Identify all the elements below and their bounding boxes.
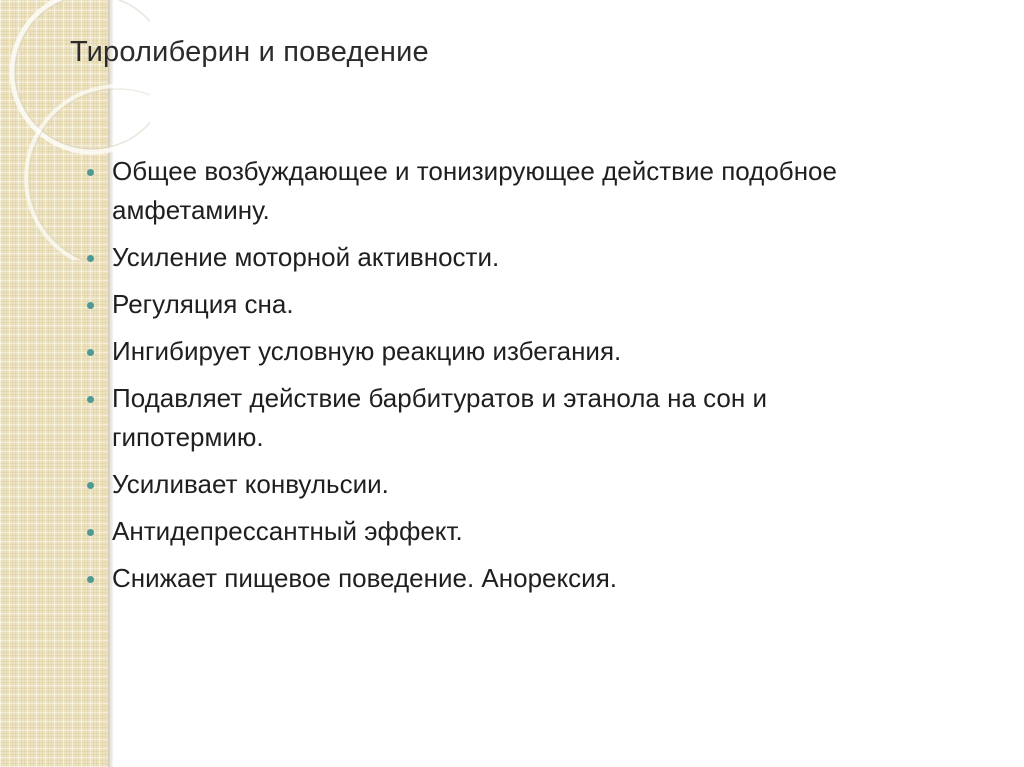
bullet-list xyxy=(86,152,906,606)
bullet-icon xyxy=(87,576,94,583)
bullet-item xyxy=(86,465,906,504)
bullet-item xyxy=(86,285,906,324)
bullet-item xyxy=(86,512,906,551)
bullet-text: Ингибирует условную реакцию избегания. xyxy=(112,336,622,366)
bullet-text: Подавляет действие барбитуратов и этанола на сон и гипотермию. xyxy=(112,383,768,452)
bullet-text: Регуляция сна. xyxy=(112,289,294,319)
bullet-text: Усиливает конвульсии. xyxy=(112,469,389,499)
bullet-item xyxy=(86,379,906,457)
bullet-icon xyxy=(87,302,94,309)
bullet-icon xyxy=(87,529,94,536)
bullet-text: Антидепрессантный эффект. xyxy=(112,516,463,546)
bullet-item xyxy=(86,559,906,598)
bullet-text: Общее возбуждающее и тонизирующее действие подобное амфетамину. xyxy=(112,156,837,225)
bullet-icon xyxy=(87,169,94,176)
bullet-icon xyxy=(87,396,94,403)
slide-title: Тиролиберин и поведение xyxy=(70,36,429,68)
bullet-icon xyxy=(87,255,94,262)
bullet-item xyxy=(86,238,906,277)
bullet-item xyxy=(86,332,906,371)
bullet-text: Снижает пищевое поведение. Анорексия. xyxy=(112,563,618,593)
bullet-icon xyxy=(87,349,94,356)
bullet-icon xyxy=(87,482,94,489)
bullet-text: Усиление моторной активности. xyxy=(112,242,500,272)
bullet-item xyxy=(86,152,906,230)
